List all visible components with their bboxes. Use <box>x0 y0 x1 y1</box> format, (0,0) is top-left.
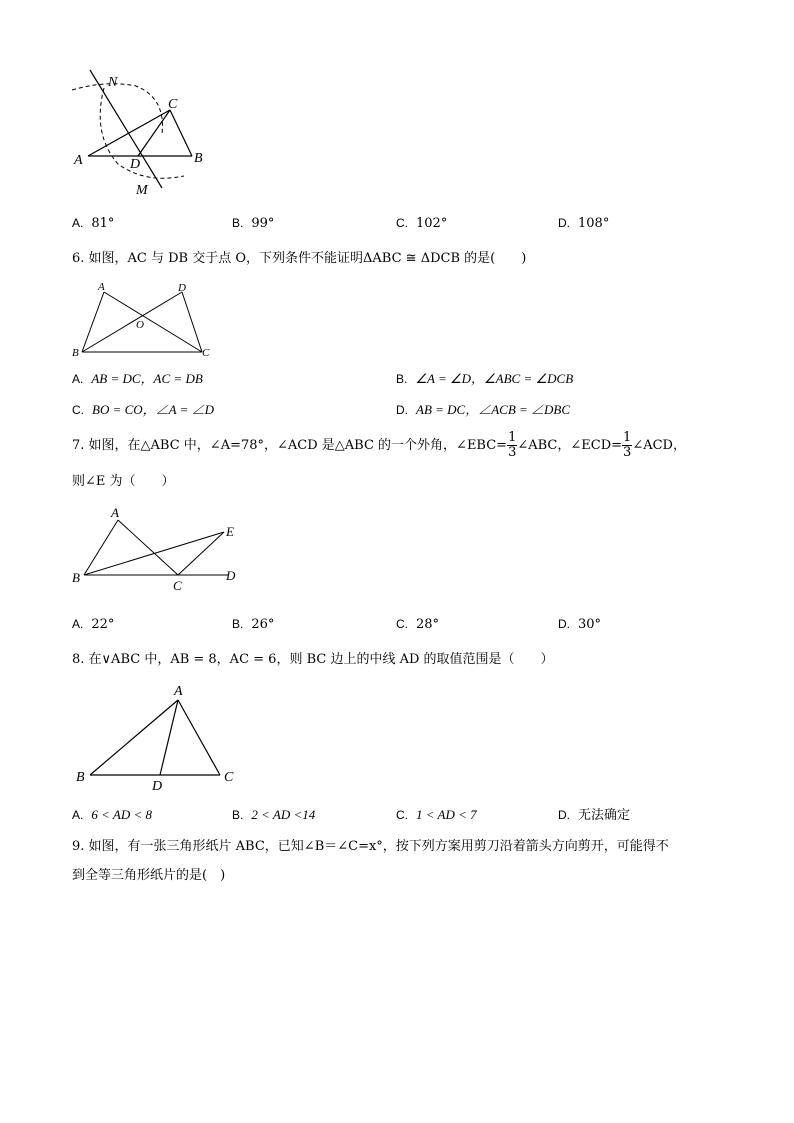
fig8-label-d: D <box>152 779 163 794</box>
q7-figure <box>68 502 248 594</box>
fig7-label-a: A <box>111 505 119 520</box>
q6-figure <box>70 280 220 362</box>
q7-fraction-2: $\frac{1}{3}$ <box>623 430 632 460</box>
q6-option-b: B. ∠A = ∠D，∠ABC = ∠DCB <box>396 371 574 386</box>
q7-option-c: C. 28° <box>396 617 440 632</box>
fig8-label-c: C <box>224 770 234 785</box>
q9-question-line2: 到全等三角形纸片的是( ) <box>72 868 226 883</box>
q5-option-b: B. 99° <box>232 216 275 231</box>
q8-question: 8. 在∨ABC 中，AB = 8，AC = 6，则 BC 边上的中线 AD 的取值范围是（ ） <box>72 652 554 667</box>
fig6-label-b: B <box>72 347 79 359</box>
fig6-label-d: D <box>178 282 186 294</box>
q5-figure <box>66 64 216 199</box>
q5-option-a: A. 81° <box>72 216 115 231</box>
fig6-label-c: C <box>202 347 210 359</box>
q6-question: 6. 如图，AC 与 DB 交于点 O，下列条件不能证明ΔABC ≅ ΔDCB 的是( ) <box>72 251 527 266</box>
fig6-label-o: O <box>136 319 144 331</box>
q8-option-b: B. 2 < AD <14 <box>232 807 316 822</box>
q7-fraction-1: $\frac{1}{3}$ <box>508 430 517 460</box>
q6-option-a: A. AB = DC，AC = DB <box>72 371 203 386</box>
q7-question-line2: 则∠E 为（ ） <box>72 474 175 489</box>
q7-option-b: B. 26° <box>232 617 275 632</box>
q6-option-c: C. BO = CO，∠A = ∠D <box>72 402 215 417</box>
fig7-label-b: B <box>72 570 80 585</box>
fig7-label-c: C <box>173 578 182 593</box>
fig5-label-c: C <box>168 97 178 112</box>
fig8-label-b: B <box>76 770 85 785</box>
fig5-label-b: B <box>194 151 203 166</box>
q9-question-line1: 9. 如图，有一张三角形纸片 ABC，已知∠B＝∠C=x°，按下列方案用剪刀沿着箭头方向剪开，可能得不 <box>72 839 669 854</box>
fig5-label-a: A <box>74 153 83 168</box>
q8-option-d: D. 无法确定 <box>558 808 631 823</box>
fig8-label-a: A <box>174 684 183 699</box>
q7-question-line1: 7. 如图，在△ABC 中，∠A=78°，∠ACD 是△ABC 的一个外角，∠EBC= $\frac{1}{3}$ ∠ABC，∠ECD= $\frac{1}{3}$ ∠ACD， <box>72 430 686 460</box>
fig6-label-a: A <box>98 281 105 293</box>
fig5-label-m: M <box>136 183 148 198</box>
fig5-label-n: N <box>108 75 118 90</box>
q7-option-a: A. 22° <box>72 617 115 632</box>
q5-option-d: D. 108° <box>558 216 610 231</box>
q8-figure <box>70 680 250 796</box>
fig7-label-d: D <box>226 568 236 583</box>
q5-option-c: C. 102° <box>396 216 448 231</box>
q7-option-d: D. 30° <box>558 617 602 632</box>
fig7-label-e: E <box>226 524 234 539</box>
q8-option-a: A. 6 < AD < 8 <box>72 807 152 822</box>
q8-option-c: C. 1 < AD < 7 <box>396 807 477 822</box>
fig5-label-d: D <box>130 157 141 172</box>
q6-option-d: D. AB = DC，∠ACB = ∠DBC <box>396 402 571 417</box>
